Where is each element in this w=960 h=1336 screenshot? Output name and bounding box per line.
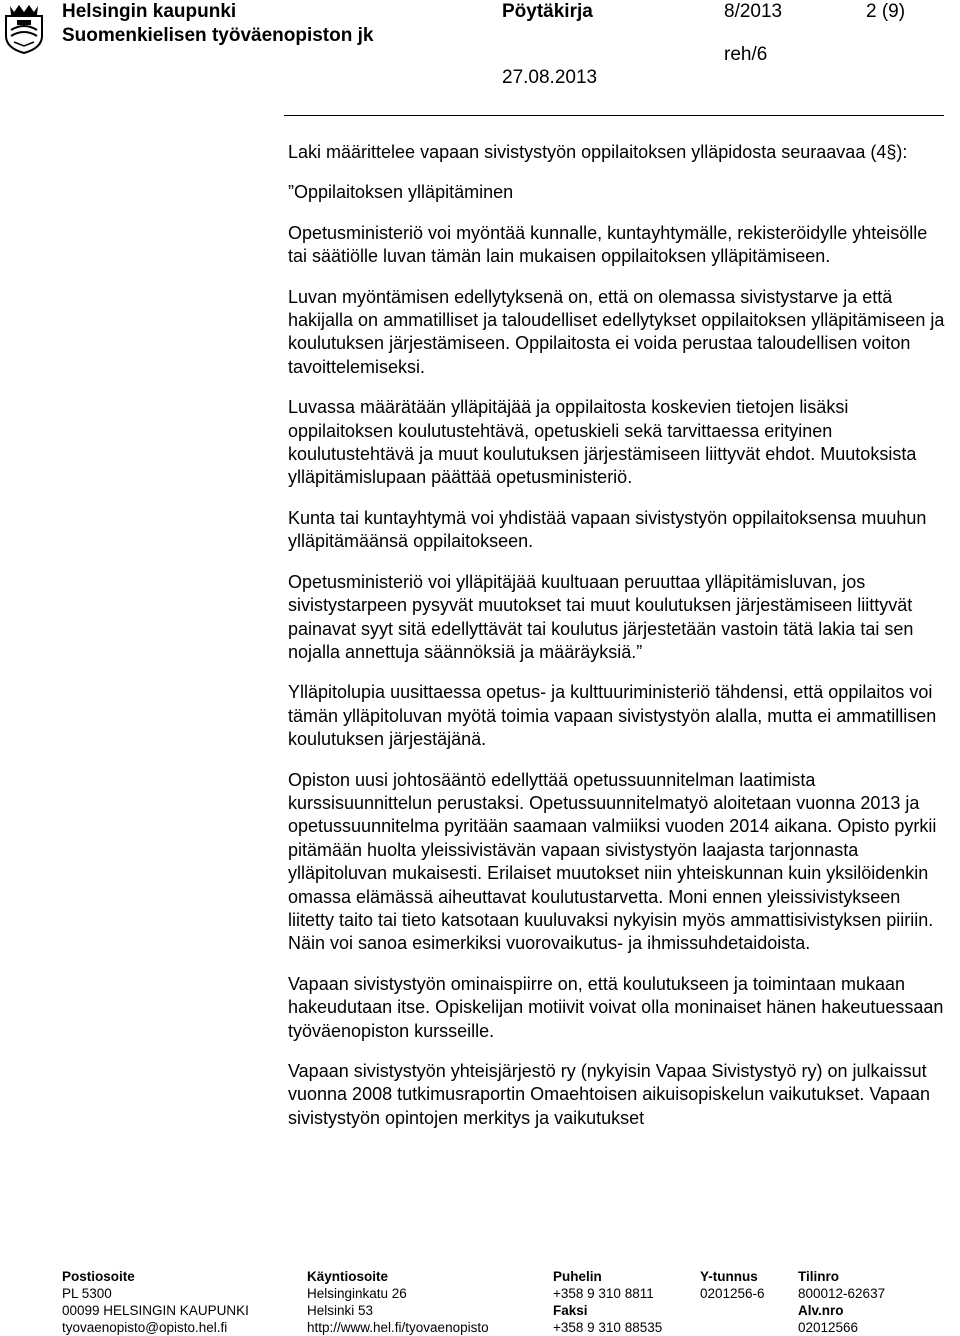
paragraph: Luvan myöntämisen edellytyksenä on, että on olemassa sivistystarve ja että hakijalla on ammatilliset ja taloudelliset edellytykset oppilaitoksen ylläpitämiseen ja koulutuksen järjestämiseen. Oppilaitosta ei voida perustaa taloudellisen voiton tavoittelemiseksi. [288,286,945,377]
footer-business-id [700,1268,765,1302]
section-reference: reh/6 [724,44,768,65]
footer-value: Helsinginkatu 26 [307,1286,407,1301]
paragraph: Laki määrittelee vapaan sivistystyön oppilaitoksen ylläpidosta seuraavaa (4§): [288,142,908,162]
footer-value: +358 9 310 8811 [553,1286,654,1301]
document-body [288,141,948,1147]
organization-name: Helsingin kaupunki [62,1,237,22]
footer-label: Faksi [553,1303,588,1318]
footer-visiting-address [307,1268,489,1336]
page-number: 2 (9) [866,1,906,22]
footer-label: Tilinro [798,1269,840,1284]
footer-value: 0201256-6 [700,1286,765,1301]
footer-label: Postiosoite [62,1269,135,1284]
paragraph: Opetusministeriö voi myöntää kunnalle, kuntayhtymälle, rekisteröidylle yhteisölle tai säätiölle luvan tämän lain mukaisen oppilaitoksen ylläpitämiseen. [288,222,928,267]
paragraph: Kunta tai kuntayhtymä voi yhdistää vapaan sivistystyön oppilaitoksensa muuhun ylläpitämäänsä oppilaitokseen. [288,507,927,552]
footer-label: Y-tunnus [700,1269,758,1284]
meeting-date: 27.08.2013 [502,67,598,88]
footer-label: Käyntiosoite [307,1269,389,1284]
footer-postal-address [62,1268,249,1336]
document-type: Pöytäkirja [502,1,593,22]
footer-email: tyovaenopisto@opisto.hel.fi [62,1320,228,1335]
helsinki-coat-of-arms-logo [2,2,46,54]
footer-website: http://www.hel.fi/tyovaenopisto [307,1320,489,1335]
footer-value: Helsinki 53 [307,1303,374,1318]
footer-value: 800012-62637 [798,1286,886,1301]
footer-value: +358 9 310 88535 [553,1320,663,1335]
footer-account [798,1268,885,1336]
paragraph: Vapaan sivistystyön ominaispiirre on, että koulutukseen ja toimintaan mukaan hakeudutaan itse. Opiskelijan motiivit voivat olla moninaiset hänen hakeutuessaan työväenopiston kursseille. [288,973,944,1041]
header-divider [284,115,944,116]
footer-label: Alv.nro [798,1303,844,1318]
document-number: 8/2013 [724,1,783,22]
paragraph: Opiston uusi johtosääntö edellyttää opetussuunnitelman laatimista kurssisuunnittelun perustaksi. Opetussuunnitelmatyö aloitetaan vuonna 2013 ja opetussuunnitelma pyritään saamaan valmiiksi vuoden 2014 aikana. Opisto pyrkii pitämään huolta yleissivistävän vapaan sivistystyön laajasta tarjonnasta ylläpitoluvan mukaisesti. Erilaiset muutokset niin yhteiskunnan kuin yksilöidenkin omassa elämässä aiheuttavat koulutustarvetta. Moni ennen yleissivistykseen liitetty taito tai tieto katsotaan kuuluvaksi nykyisin myös ammattisivistyksen piiriin. Näin voi sanoa esimerkiksi vuorovaikutus- ja ihmissuhdetaidoista. [288,769,937,954]
paragraph: Luvassa määrätään ylläpitäjää ja oppilaitosta koskevien tietojen lisäksi oppilaitoksen koulutustehtävä, opetuskieli sekä tarvittaessa erityinen koulutustehtävä ja muut koulutuksen järjestämiseen liittyvät ehdot. Muutoksista ylläpitämislupaan päättää opetusministeriö. [288,397,917,488]
footer-value: PL 5300 [62,1286,112,1301]
footer-value: 02012566 [798,1320,859,1335]
paragraph: Ylläpitolupia uusittaessa opetus- ja kulttuuriministeriö tähdensi, että oppilaitos voi tämän ylläpitoluvan myötä toimia vapaan sivistystyön alalla, mutta ei ammatillisen koulutuksen järjestäjänä. [288,682,937,750]
paragraph: Vapaan sivistystyön yhteisjärjestö ry (nykyisin Vapaa Sivistystyö ry) on julkaissut vuonna 2008 tutkimusraportin Omaehtoisen aikuisopiskelun vaikutukset. Vapaan sivistystyön opintojen merkitys ja vaikutukset [288,1061,931,1128]
unit-name: Suomenkielisen työväenopiston jk [62,25,374,46]
paragraph: Opetusministeriö voi ylläpitäjää kuultuaan peruuttaa ylläpitämisluvan, jos sivistystarpeen pysyvät muutokset tai muut koulutuksen järjestämiseen liittyvät painavat syyt sitä edellyttävät tai koulutus järjestetään vastoin tätä lakia tai sen nojalla annettuja säännöksiä ja määräyksiä.” [288,571,914,662]
paragraph: ”Oppilaitoksen ylläpitäminen [288,182,514,203]
footer-value: 00099 HELSINGIN KAUPUNKI [62,1303,249,1318]
footer-phone [553,1268,662,1336]
footer-label: Puhelin [553,1269,602,1284]
